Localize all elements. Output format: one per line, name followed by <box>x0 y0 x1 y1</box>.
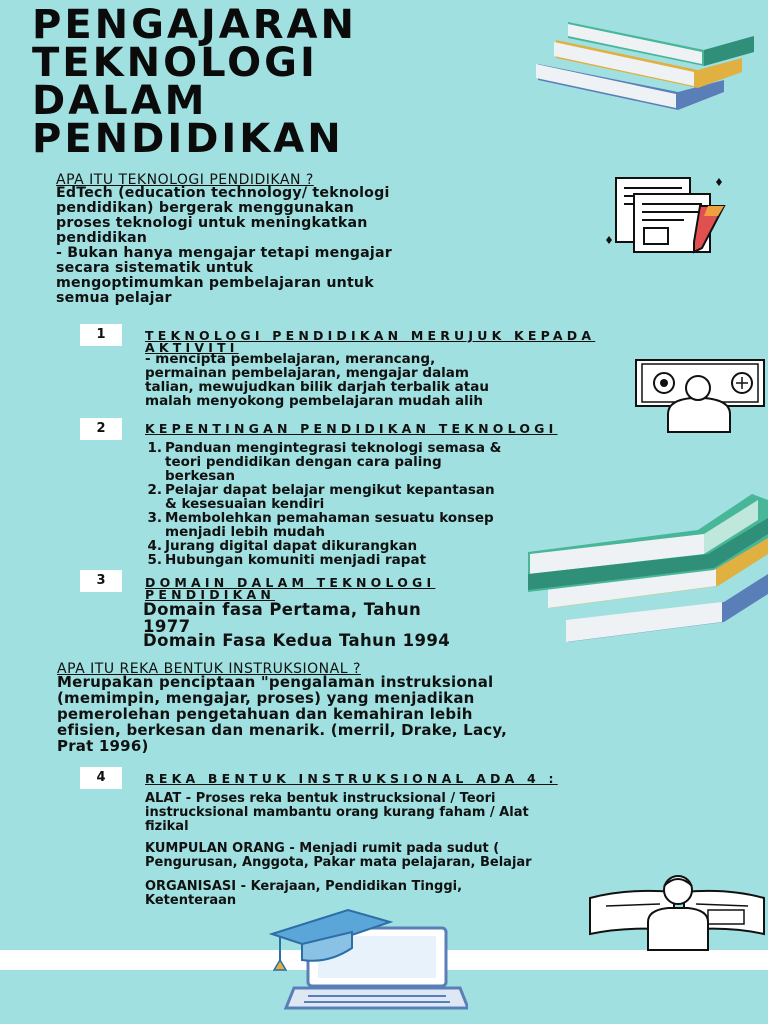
section-3-text <box>143 601 573 649</box>
reka-line: Prat 1996) <box>57 737 149 755</box>
section-4-line: KUMPULAN ORANG - Menjadi rumit pada sudut ( <box>145 841 500 856</box>
section-3-title-line: DOMAIN DALAM TEKNOLOGI <box>145 575 436 590</box>
reka-line: Merupakan penciptaan "pengalaman instruksional <box>57 673 494 691</box>
section-1-title-line: AKTIVITI <box>145 340 239 355</box>
list-item-number: 1. <box>147 440 162 456</box>
list-item-number: 4. <box>147 538 162 554</box>
title-line: PENDIDIKAN <box>32 116 344 162</box>
section-3-title-line: PENDIDIKAN <box>145 587 276 602</box>
intro-line: EdTech (education technology/ teknologi <box>56 185 390 201</box>
intro-heading: APA ITU TEKNOLOGI PENDIDIKAN ? <box>56 172 314 188</box>
intro-line: secara sistematik untuk <box>56 260 254 276</box>
section-4-number: 4 <box>80 767 122 789</box>
intro-line: - Bukan hanya mengajar tetapi mengajar <box>56 245 392 261</box>
title-line: TEKNOLOGI <box>32 40 318 86</box>
person-screens-icon <box>588 870 768 952</box>
section-1-number: 1 <box>80 324 122 346</box>
intro-line: mengoptimumkan pembelajaran untuk <box>56 275 374 291</box>
list-item-line: Jurang digital dapat dikurangkan <box>165 538 418 554</box>
section-4-block-alat <box>145 792 705 834</box>
section-4-title: REKA BENTUK INSTRUKSIONAL ADA 4 : <box>145 771 558 786</box>
section-3-line: Domain Fasa Kedua Tahun 1994 <box>143 631 451 650</box>
list-item-line: Panduan mengintegrasi teknologi semasa & <box>165 440 502 456</box>
section-4-line: ALAT - Proses reka bentuk instrucksional / Teori <box>145 791 496 806</box>
list-item <box>140 441 660 483</box>
reka-line: efisien, berkesan dan menarik. (merril, Drake, Lacy, <box>57 721 508 739</box>
section-1-line: malah menyokong pembelajaran mudah alih <box>145 393 483 409</box>
laptop-graduation-cap-icon <box>268 904 468 1012</box>
section-3-title <box>145 577 435 601</box>
list-item-line: Pelajar dapat belajar mengikut kepantasan <box>165 482 495 498</box>
section-4-line: Ketenteraan <box>145 893 237 908</box>
list-item-line: Membolehkan pemahaman sesuatu konsep <box>165 510 494 526</box>
reka-heading: APA ITU REKA BENTUK INSTRUKSIONAL ? <box>57 661 361 677</box>
section-3-line: Domain fasa Pertama, Tahun <box>143 600 422 619</box>
reka-line: (memimpin, mengajar, proses) yang menjadikan <box>57 689 475 707</box>
presenter-screen-icon <box>634 358 766 434</box>
section-2-title: KEPENTINGAN PENDIDIKAN TEKNOLOGI <box>145 421 558 436</box>
list-item-number: 5. <box>147 552 162 568</box>
reka-text <box>57 674 707 754</box>
list-item-line: berkesan <box>165 468 236 484</box>
section-1-line: permainan pembelajaran, mengajar dalam <box>145 365 469 381</box>
title-line: DALAM <box>32 78 208 124</box>
section-4-line: fizikal <box>145 819 189 834</box>
section-3-number: 3 <box>80 570 122 592</box>
intro-line: semua pelajar <box>56 290 172 306</box>
intro-line: proses teknologi untuk meningkatkan <box>56 215 368 231</box>
list-item-line: teori pendidikan dengan cara paling <box>165 454 442 470</box>
title-line: PENGAJARAN <box>32 2 357 48</box>
section-1-text <box>145 352 645 408</box>
list-item-line: Hubungan komuniti menjadi rapat <box>165 552 427 568</box>
section-4-block-kumpulan <box>145 842 705 870</box>
intro-line: pendidikan <box>56 230 148 246</box>
section-1-title-line: TEKNOLOGI PENDIDIKAN MERUJUK KEPADA <box>145 328 596 343</box>
section-4-line: Pengurusan, Anggota, Pakar mata pelajaran, Belajar <box>145 855 532 870</box>
page-title <box>32 2 357 162</box>
intro-text <box>56 186 576 306</box>
intro-line: pendidikan) bergerak menggunakan <box>56 200 355 216</box>
list-item-line: & kesesuaian kendiri <box>165 496 325 512</box>
section-4-line: instrucksional mambantu orang kurang faham / Alat <box>145 805 529 820</box>
reka-line: pemerolehan pengetahuan dan kemahiran lebih <box>57 705 473 723</box>
section-1-line: - mencipta pembelajaran, merancang, <box>145 351 436 367</box>
section-3-line: 1977 <box>143 617 191 636</box>
books-stack-icon <box>528 18 760 114</box>
section-4-line: ORGANISASI - Kerajaan, Pendidikan Tinggi, <box>145 879 463 894</box>
section-2-number: 2 <box>80 418 122 440</box>
section-1-line: talian, mewujudkan bilik darjah terbalik atau <box>145 379 489 395</box>
list-item-number: 3. <box>147 510 162 526</box>
documents-pencil-icon <box>604 176 734 256</box>
list-item-number: 2. <box>147 482 162 498</box>
list-item-line: menjadi lebih mudah <box>165 524 326 540</box>
